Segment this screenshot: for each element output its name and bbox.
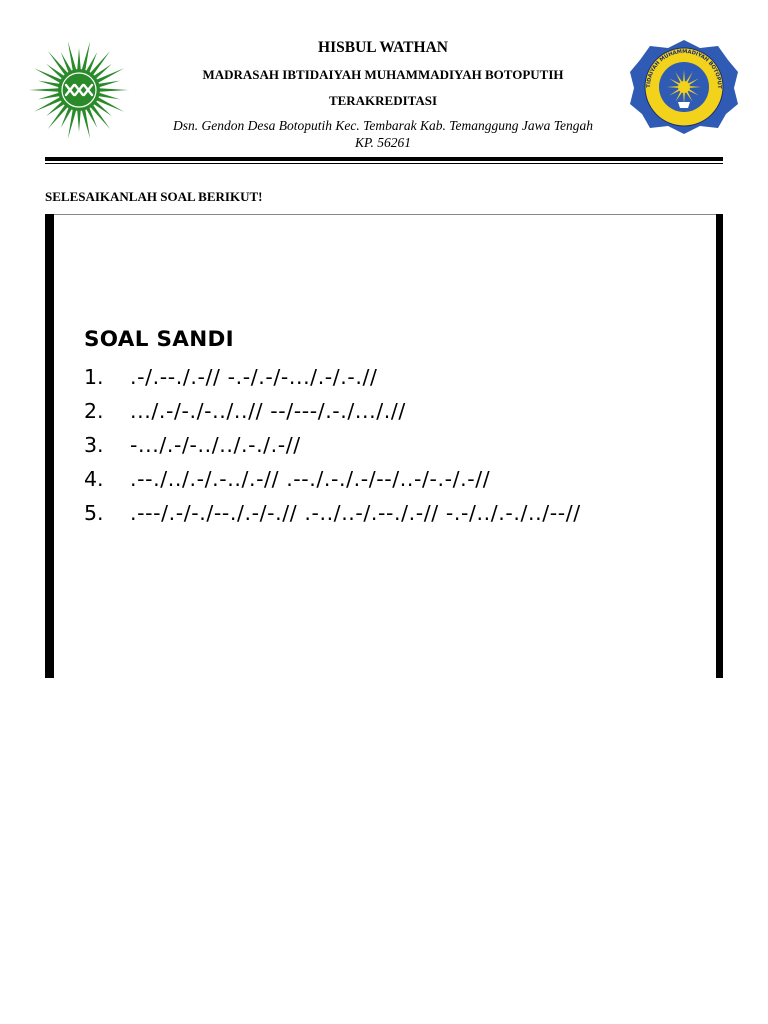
hizbul-wathan-sun-emblem-icon xyxy=(22,38,136,142)
sandi-question-3 xyxy=(84,428,716,462)
sandi-question-2 xyxy=(84,394,716,428)
school-address xyxy=(140,117,626,151)
morse-code: .--./../.-/.-../.-// .--./.-./.-/--/..-/-.-/.-// xyxy=(130,467,491,491)
address-line-2: KP. 56261 xyxy=(354,135,411,150)
question-number: 2. xyxy=(84,399,104,423)
frame-left-border xyxy=(45,214,54,678)
morse-code: .---/.-/-./--./.-/-.// .-../..-/.--./.-// -.-/../.-./../--// xyxy=(130,501,581,525)
address-line-1: Dsn. Gendon Desa Botoputih Kec. Tembarak Kab. Temanggung Jawa Tengah xyxy=(172,118,593,133)
question-number: 3. xyxy=(84,433,104,457)
accreditation-status: TERAKREDITASI xyxy=(328,93,438,108)
question-number: 5. xyxy=(84,501,104,525)
morse-code: .-/.--./.-// -.-/.-/-.../.-/.-.// xyxy=(130,365,378,389)
question-number: 4. xyxy=(84,467,104,491)
morse-code: .../.-/-./-../..// --/---/.-./.../.// xyxy=(130,399,406,423)
school-name: MADRASAH IBTIDAIYAH MUHAMMADIYAH BOTOPUTIH xyxy=(202,67,564,82)
frame-right-border xyxy=(716,214,723,678)
madrasah-seal-logo xyxy=(628,38,740,136)
morse-code: -.../.-/-../../.-./.-// xyxy=(130,433,301,457)
sandi-question-list xyxy=(84,360,716,530)
organization-title: HISBUL WATHAN xyxy=(318,39,448,56)
header-divider-thick xyxy=(45,157,723,161)
question-image-frame xyxy=(45,214,723,678)
letterhead xyxy=(140,38,626,151)
madrasah-seal-icon xyxy=(628,38,740,136)
frame-top-border xyxy=(45,214,723,215)
sandi-question-1 xyxy=(84,360,716,394)
hizbul-wathan-logo xyxy=(22,38,136,142)
sandi-title: SOAL SANDI xyxy=(84,327,234,352)
svg-text:MADRASAH IBTIDAIYAH MUHAMMADIY: TIDAIYAH MUHAMMADIYAH BOTOPUT xyxy=(645,48,723,89)
sandi-question-4 xyxy=(84,462,716,496)
header-divider-thin xyxy=(45,163,723,164)
question-number: 1. xyxy=(84,365,104,389)
instruction-text: SELESAIKANLAH SOAL BERIKUT! xyxy=(45,189,263,204)
sandi-question-5 xyxy=(84,496,716,530)
